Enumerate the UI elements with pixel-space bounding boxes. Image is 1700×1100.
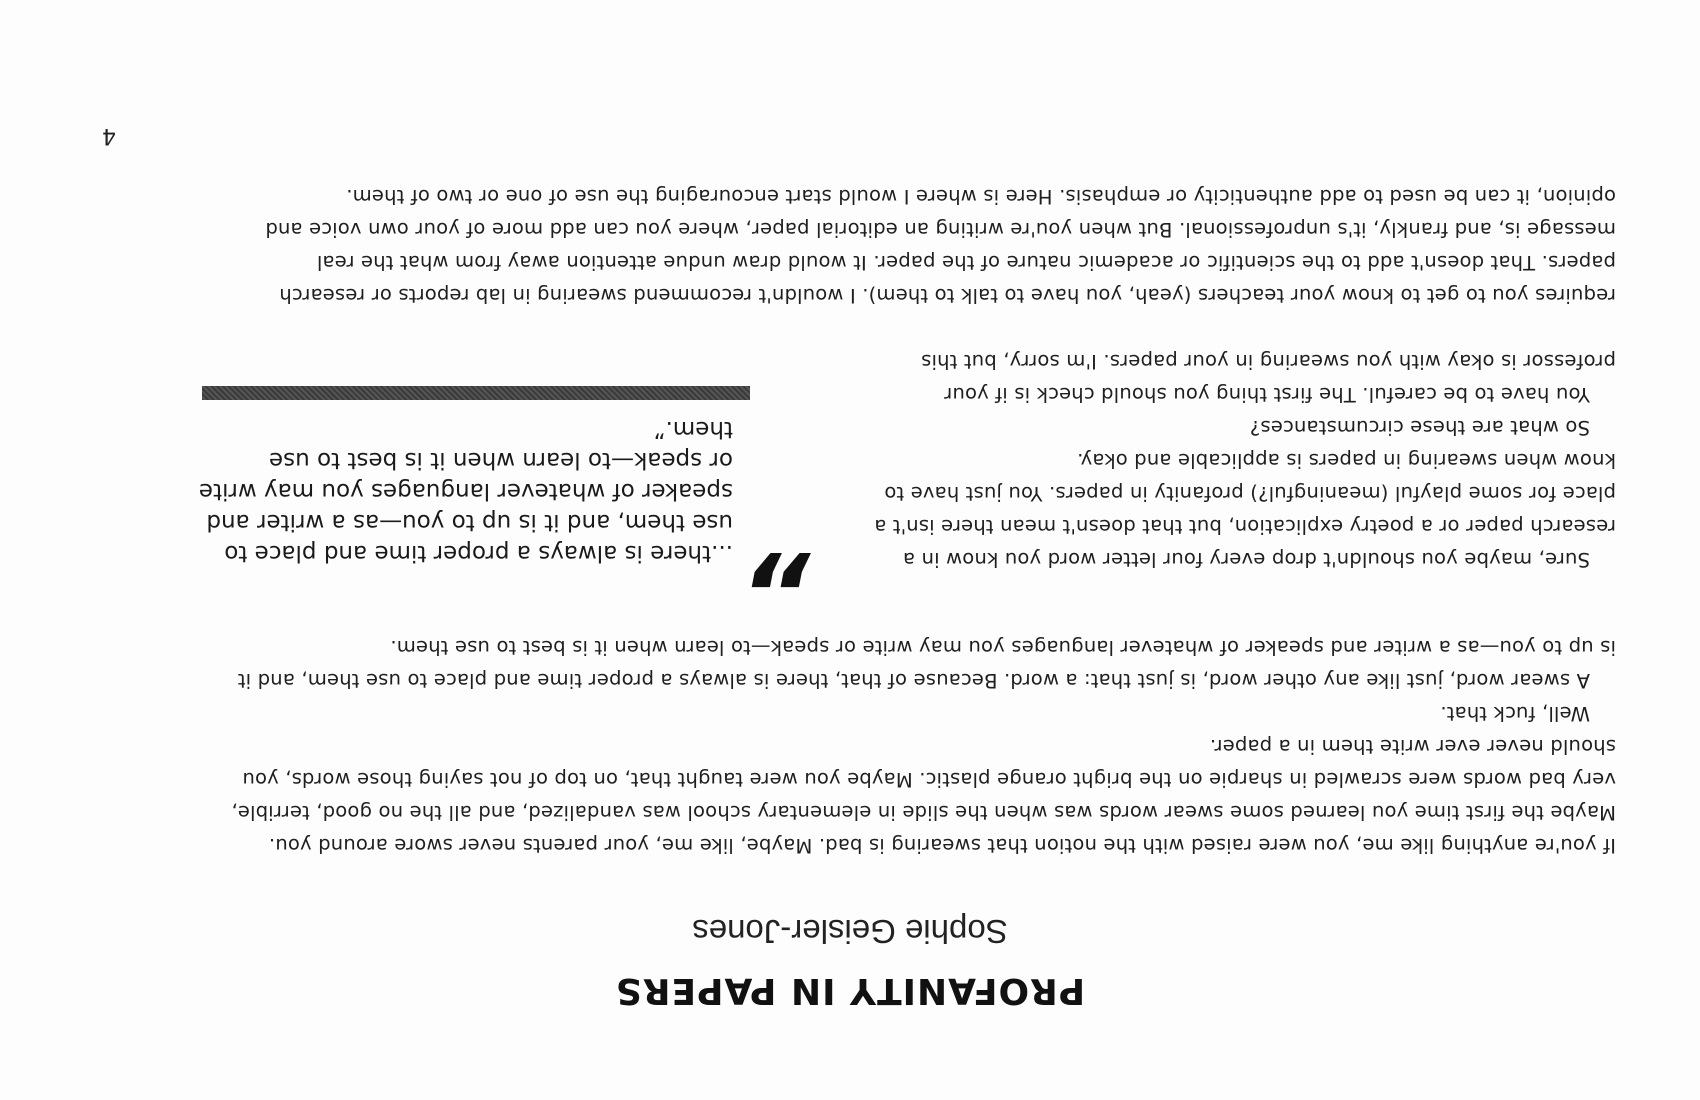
intro-section [231, 631, 1616, 862]
paragraph-6-start: You have to be careful. The first thing you should check is if your professor is okay with you swearing in your papers. I'm sorry, but this [921, 350, 1616, 406]
article-author: Sophie Geisler-Jones [692, 913, 1008, 950]
paragraph-2: Well, fuck that. [1440, 702, 1590, 725]
paragraph-4: Sure, maybe you shouldn't drop every four letter word you know in a research paper or a poetry explication, but that doesn't mean there isn't a place for some playful (meaningful?) profanity in papers. You just have to know when swearing in papers is applicable and okay. [874, 449, 1616, 571]
quote-mark-icon: ” [748, 481, 819, 609]
continued-section [231, 180, 1616, 312]
pull-quote-rule [202, 386, 750, 400]
paragraph-1: If you're anything like me, you were raised with the notion that swearing is bad. Maybe, like me, your parents never swore around you. Maybe the first time you learned some swear words was when the slide in elementary school was vandalized, and all the no good, terrible, very bad words were scrawled in sharpie on the bright orange plastic. Maybe you were taught that, on top of not saying those words, you should never ever write them in a paper. [231, 735, 1616, 857]
left-column [858, 345, 1616, 576]
paragraph-5: So what are these circumstances? [1249, 416, 1590, 439]
article-title: PROFANITY IN PAPERS [614, 970, 1086, 1011]
paragraph-6-end: requires you to get to know your teachers (yeah, you have to talk to them). I wouldn't recommend swearing in lab reports or research papers. That doesn't add to the scientific or academic nature of the paper. It would draw undue attention away from what the real message is, and frankly, it's unprofessional. But when you're writing an editorial paper, where you can add more of your own voice and opinion, it can be used to add authenticity or emphasis. Here is where I would start encouraging the use of one or two of them. [265, 185, 1616, 307]
pull-quote-text: ...there is always a proper time and place to use them, and it is up to you—as a writer and speaker of whatever languages you may write or speak—to learn when it is best to use them.” [198, 416, 733, 566]
paragraph-3: A swear word, just like any other word, is just that: a word. Because of that, there is always a proper time and place to use them, and it is up to you—as a writer and speaker of whatever languages you may write or speak—to learn when it is best to use them. [237, 636, 1616, 692]
page-number: 4 [102, 123, 116, 148]
